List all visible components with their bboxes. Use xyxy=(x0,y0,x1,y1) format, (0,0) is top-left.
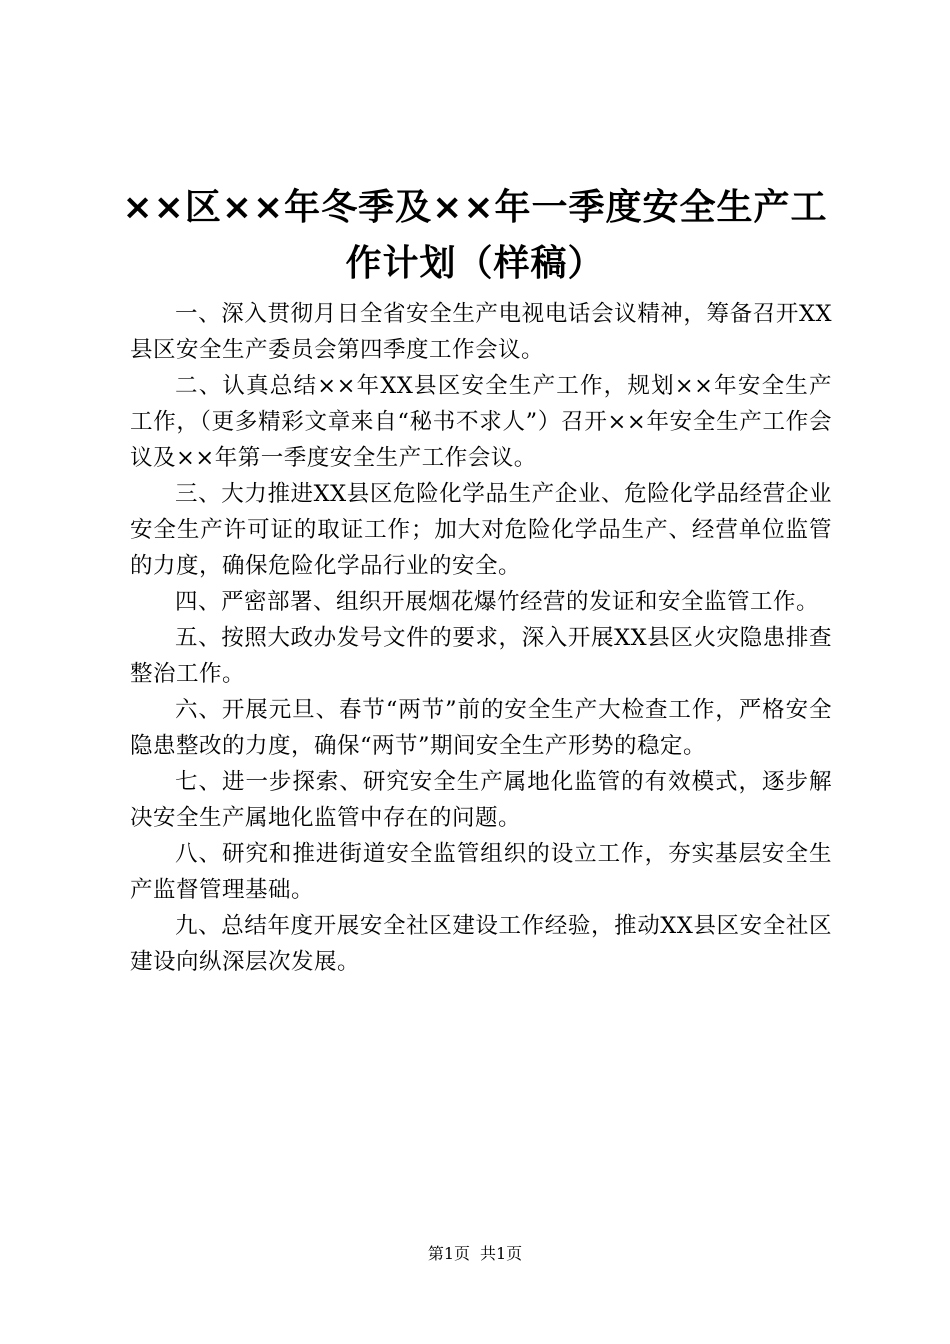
paragraph-8: 八、研究和推进街道安全监管组织的设立工作，夯实基层安全生产监督管理基础。 xyxy=(130,841,832,903)
paragraph-5: 五、按照大政办发号文件的要求，深入开展XX县区火灾隐患排查整治工作。 xyxy=(130,625,832,687)
paragraph-1: 一、深入贯彻月日全省安全生产电视电话会议精神，筹备召开XX县区安全生产委员会第四季度工作会议。 xyxy=(130,301,832,363)
paragraph-3: 三、大力推进XX县区危险化学品生产企业、危险化学品经营企业安全生产许可证的取证工作；加大对危险化学品生产、经营单位监管的力度，确保危险化学品行业的安全。 xyxy=(130,481,832,579)
page-total: 共1页 xyxy=(480,1244,523,1263)
paragraph-7: 七、进一步探索、研究安全生产属地化监管的有效模式，逐步解决安全生产属地化监管中存在的问题。 xyxy=(130,769,832,831)
paragraph-9: 九、总结年度开展安全社区建设工作经验，推动XX县区安全社区建设向纵深层次发展。 xyxy=(130,913,832,975)
paragraph-6: 六、开展元旦、春节“两节”前的安全生产大检查工作，严格安全隐患整改的力度，确保“两节”期间安全生产形势的稳定。 xyxy=(130,697,832,759)
page-footer xyxy=(0,1242,950,1266)
page-number: 第1页 xyxy=(427,1244,470,1263)
document-body xyxy=(130,296,832,980)
paragraph-2: 二、认真总结××年XX县区安全生产工作，规划××年安全生产工作，（更多精彩文章来自“秘书不求人”）召开××年安全生产工作会议及××年第一季度安全生产工作会议。 xyxy=(130,373,832,471)
document-title: ××区××年冬季及××年一季度安全生产工作计划（样稿） xyxy=(122,187,828,284)
paragraph-4: 四、严密部署、组织开展烟花爆竹经营的发证和安全监管工作。 xyxy=(175,589,820,615)
